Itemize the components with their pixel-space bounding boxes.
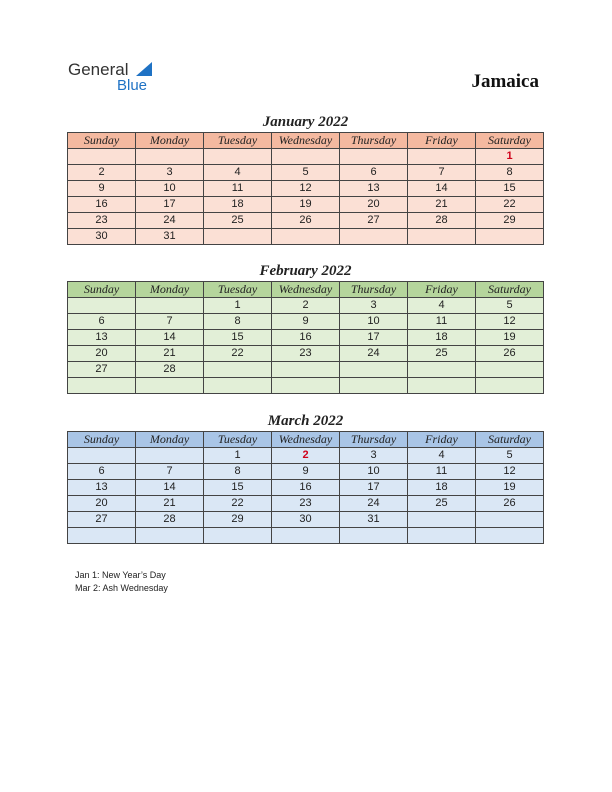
empty-day-cell	[68, 149, 136, 165]
day-cell: 8	[476, 165, 544, 181]
day-cell: 27	[68, 362, 136, 378]
day-cell: 6	[340, 165, 408, 181]
week-row	[68, 330, 544, 346]
calendar-body	[68, 448, 544, 544]
day-cell: 25	[204, 213, 272, 229]
day-cell: 12	[476, 464, 544, 480]
day-cell: 29	[204, 512, 272, 528]
weekday-header: Saturday	[476, 133, 544, 149]
month-march	[67, 411, 544, 544]
weekday-header: Monday	[136, 133, 204, 149]
day-cell: 15	[204, 330, 272, 346]
empty-day-cell	[476, 378, 544, 394]
day-cell: 3	[136, 165, 204, 181]
weekday-header: Monday	[136, 282, 204, 298]
day-cell: 3	[340, 448, 408, 464]
day-cell: 11	[408, 314, 476, 330]
day-cell: 27	[340, 213, 408, 229]
day-cell: 14	[136, 480, 204, 496]
day-cell: 14	[136, 330, 204, 346]
holiday-notes	[75, 569, 168, 595]
day-cell: 14	[408, 181, 476, 197]
logo	[68, 60, 168, 96]
day-cell: 7	[136, 314, 204, 330]
day-cell: 23	[272, 346, 340, 362]
day-cell: 17	[340, 480, 408, 496]
empty-day-cell	[476, 362, 544, 378]
day-cell: 24	[136, 213, 204, 229]
day-cell: 20	[340, 197, 408, 213]
day-cell: 30	[68, 229, 136, 245]
week-row	[68, 165, 544, 181]
weekday-header: Saturday	[476, 282, 544, 298]
day-cell: 4	[408, 448, 476, 464]
holiday-note: Mar 2: Ash Wednesday	[75, 583, 168, 593]
day-cell: 7	[408, 165, 476, 181]
day-cell: 17	[136, 197, 204, 213]
day-cell: 25	[408, 346, 476, 362]
weekday-header: Friday	[408, 133, 476, 149]
day-cell: 2	[272, 448, 340, 464]
day-cell: 10	[340, 314, 408, 330]
empty-day-cell	[68, 528, 136, 544]
empty-day-cell	[408, 149, 476, 165]
day-cell: 9	[68, 181, 136, 197]
day-cell: 13	[340, 181, 408, 197]
empty-day-cell	[476, 229, 544, 245]
day-cell: 16	[272, 480, 340, 496]
day-cell: 18	[408, 330, 476, 346]
week-row	[68, 314, 544, 330]
day-cell: 22	[204, 496, 272, 512]
day-cell: 1	[204, 298, 272, 314]
weekday-header: Friday	[408, 432, 476, 448]
day-cell: 11	[204, 181, 272, 197]
day-cell: 27	[68, 512, 136, 528]
day-cell: 5	[476, 298, 544, 314]
week-row	[68, 378, 544, 394]
day-cell: 5	[476, 448, 544, 464]
day-cell: 16	[68, 197, 136, 213]
day-cell: 6	[68, 464, 136, 480]
week-row	[68, 298, 544, 314]
empty-day-cell	[204, 362, 272, 378]
weekday-header: Saturday	[476, 432, 544, 448]
weekday-header: Thursday	[340, 282, 408, 298]
empty-day-cell	[340, 362, 408, 378]
day-cell: 30	[272, 512, 340, 528]
month-title: February 2022	[259, 263, 352, 279]
weekday-header: Tuesday	[204, 282, 272, 298]
month-title: January 2022	[262, 114, 349, 130]
empty-day-cell	[68, 378, 136, 394]
day-cell: 26	[476, 346, 544, 362]
country-title: Jamaica	[471, 71, 539, 92]
calendar-body	[68, 298, 544, 394]
logo-blue-text: Blue	[117, 77, 148, 94]
day-cell: 31	[340, 512, 408, 528]
empty-day-cell	[340, 229, 408, 245]
month-january	[67, 112, 544, 245]
weekday-header: Tuesday	[204, 432, 272, 448]
empty-day-cell	[204, 149, 272, 165]
empty-day-cell	[340, 378, 408, 394]
empty-day-cell	[408, 229, 476, 245]
month-february	[67, 261, 544, 394]
day-cell: 11	[408, 464, 476, 480]
day-cell: 21	[136, 346, 204, 362]
day-cell: 4	[204, 165, 272, 181]
day-cell: 5	[272, 165, 340, 181]
weekday-header: Thursday	[340, 432, 408, 448]
week-row	[68, 197, 544, 213]
logo-triangle-icon	[136, 62, 152, 76]
weekday-header: Sunday	[68, 282, 136, 298]
empty-day-cell	[272, 362, 340, 378]
weekday-header: Monday	[136, 432, 204, 448]
empty-day-cell	[204, 528, 272, 544]
day-cell: 8	[204, 464, 272, 480]
day-cell: 8	[204, 314, 272, 330]
day-cell: 16	[272, 330, 340, 346]
empty-day-cell	[408, 512, 476, 528]
holiday-note: Jan 1: New Year’s Day	[75, 570, 166, 580]
empty-day-cell	[272, 528, 340, 544]
weekday-header-row	[68, 432, 544, 448]
day-cell: 12	[476, 314, 544, 330]
day-cell: 28	[136, 362, 204, 378]
day-cell: 1	[476, 149, 544, 165]
weekday-header: Sunday	[68, 432, 136, 448]
day-cell: 18	[204, 197, 272, 213]
weekday-header: Wednesday	[272, 133, 340, 149]
weekday-header: Wednesday	[272, 282, 340, 298]
day-cell: 19	[476, 330, 544, 346]
day-cell: 19	[272, 197, 340, 213]
day-cell: 31	[136, 229, 204, 245]
empty-day-cell	[408, 528, 476, 544]
day-cell: 10	[136, 181, 204, 197]
weekday-header: Sunday	[68, 133, 136, 149]
week-row	[68, 496, 544, 512]
week-row	[68, 528, 544, 544]
day-cell: 15	[204, 480, 272, 496]
logo-general-text: General	[68, 60, 129, 79]
day-cell: 20	[68, 346, 136, 362]
empty-day-cell	[136, 298, 204, 314]
weekday-header-row	[68, 282, 544, 298]
week-row	[68, 464, 544, 480]
day-cell: 4	[408, 298, 476, 314]
empty-day-cell	[408, 378, 476, 394]
empty-day-cell	[204, 378, 272, 394]
day-cell: 13	[68, 480, 136, 496]
day-cell: 23	[68, 213, 136, 229]
empty-day-cell	[136, 528, 204, 544]
week-row	[68, 346, 544, 362]
empty-day-cell	[272, 149, 340, 165]
day-cell: 24	[340, 496, 408, 512]
day-cell: 10	[340, 464, 408, 480]
empty-day-cell	[476, 528, 544, 544]
weekday-header: Thursday	[340, 133, 408, 149]
week-row	[68, 448, 544, 464]
empty-day-cell	[204, 229, 272, 245]
calendar-table	[67, 281, 544, 394]
day-cell: 26	[272, 213, 340, 229]
day-cell: 15	[476, 181, 544, 197]
month-title: March 2022	[267, 413, 344, 429]
weekday-header: Friday	[408, 282, 476, 298]
week-row	[68, 362, 544, 378]
empty-day-cell	[136, 378, 204, 394]
day-cell: 12	[272, 181, 340, 197]
day-cell: 18	[408, 480, 476, 496]
empty-day-cell	[68, 448, 136, 464]
weekday-header: Wednesday	[272, 432, 340, 448]
empty-day-cell	[340, 149, 408, 165]
day-cell: 25	[408, 496, 476, 512]
week-row	[68, 229, 544, 245]
day-cell: 22	[476, 197, 544, 213]
week-row	[68, 149, 544, 165]
empty-day-cell	[136, 149, 204, 165]
calendar-table	[67, 431, 544, 544]
calendar-body	[68, 149, 544, 245]
calendar-table	[67, 132, 544, 245]
day-cell: 28	[136, 512, 204, 528]
day-cell: 28	[408, 213, 476, 229]
week-row	[68, 512, 544, 528]
day-cell: 23	[272, 496, 340, 512]
day-cell: 9	[272, 464, 340, 480]
empty-day-cell	[340, 528, 408, 544]
day-cell: 29	[476, 213, 544, 229]
day-cell: 2	[272, 298, 340, 314]
day-cell: 9	[272, 314, 340, 330]
day-cell: 26	[476, 496, 544, 512]
weekday-header: Tuesday	[204, 133, 272, 149]
empty-day-cell	[272, 229, 340, 245]
day-cell: 3	[340, 298, 408, 314]
weekday-header-row	[68, 133, 544, 149]
empty-day-cell	[68, 298, 136, 314]
week-row	[68, 480, 544, 496]
day-cell: 24	[340, 346, 408, 362]
day-cell: 6	[68, 314, 136, 330]
day-cell: 1	[204, 448, 272, 464]
empty-day-cell	[136, 448, 204, 464]
day-cell: 17	[340, 330, 408, 346]
day-cell: 21	[136, 496, 204, 512]
empty-day-cell	[408, 362, 476, 378]
day-cell: 13	[68, 330, 136, 346]
day-cell: 19	[476, 480, 544, 496]
day-cell: 2	[68, 165, 136, 181]
day-cell: 21	[408, 197, 476, 213]
empty-day-cell	[476, 512, 544, 528]
day-cell: 22	[204, 346, 272, 362]
empty-day-cell	[272, 378, 340, 394]
week-row	[68, 181, 544, 197]
day-cell: 20	[68, 496, 136, 512]
week-row	[68, 213, 544, 229]
day-cell: 7	[136, 464, 204, 480]
